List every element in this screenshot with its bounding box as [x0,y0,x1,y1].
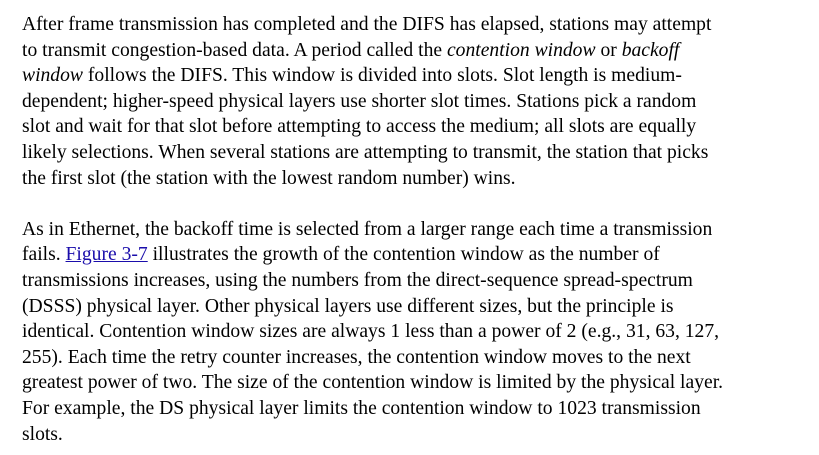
paragraph [22,217,812,447]
text-segment: follows the DIFS. This window is divided into slots. Slot length is medium- [82,65,682,87]
figure-link[interactable]: Figure 3-7 [65,244,148,266]
text-segment: transmissions increases, using the numbers from the direct-sequence spread-spectrum [22,269,693,291]
text-segment: For example, the DS physical layer limits the contention window to 1023 transmission [22,397,701,419]
text-line [22,38,812,64]
text-line [22,140,812,166]
text-segment: slots. [22,423,63,445]
text-line [22,370,812,396]
text-line [22,217,812,243]
text-segment: dependent; higher-speed physical layers use shorter slot times. Stations pick a random [22,90,697,112]
text-segment: likely selections. When several stations are attempting to transmit, the station that picks [22,141,709,163]
italic-term: contention window [446,39,596,61]
text-line [22,12,812,38]
text-segment: the first slot (the station with the lowest random number) wins. [22,167,516,189]
text-line [22,242,812,268]
text-line [22,166,812,192]
paragraph [22,12,812,191]
text-segment: to transmit congestion-based data. A period called the [22,39,447,61]
text-segment: After frame transmission has completed and the DIFS has elapsed, stations may attempt [22,14,712,35]
text-segment: identical. Contention window sizes are always 1 less than a power of 2 (e.g., 31, 63, 127, [22,321,720,343]
text-segment: 255). Each time the retry counter increases, the contention window moves to the next [22,346,691,368]
text-segment: As in Ethernet, the backoff time is selected from a larger range each time a transmission [22,218,713,240]
text-segment: or [595,39,622,61]
text-line [22,268,812,294]
text-line [22,319,812,345]
text-segment: (DSSS) physical layer. Other physical layers use different sizes, but the principle is [22,295,674,317]
italic-term: window [22,65,83,87]
text-line [22,114,812,140]
text-segment: slot and wait for that slot before attempting to access the medium; all slots are equally [22,116,697,138]
text-line [22,294,812,320]
text-line [22,396,812,422]
text-segment: fails. [22,244,66,266]
text-line [22,345,812,371]
text-line [22,422,812,448]
text-segment: illustrates the growth of the contention window as the number of [147,244,660,266]
italic-term: backoff [621,39,680,61]
text-segment: greatest power of two. The size of the contention window is limited by the physical layer. [22,372,724,394]
text-line [22,89,812,115]
text-line [22,63,812,89]
